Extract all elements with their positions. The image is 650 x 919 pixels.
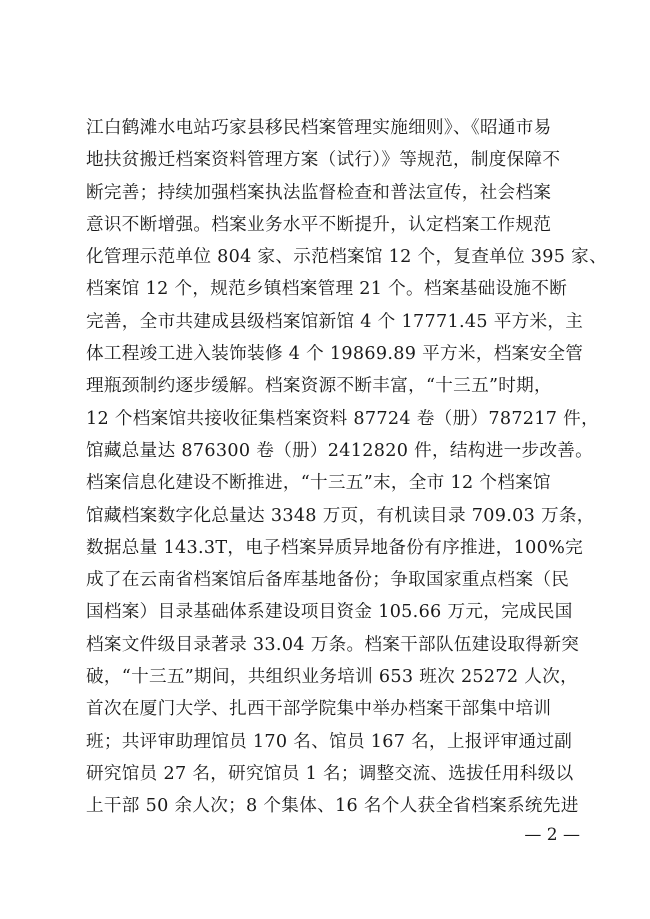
- text-line: 破，“十三五”期间，共组织业务培训 653 班次 25272 人次，: [86, 667, 578, 688]
- text-line: 研究馆员 27 名，研究馆员 1 名；调整交流、选拔任用科级以: [86, 763, 574, 784]
- text-line: 档案馆 12 个，规范乡镇档案管理 21 个。档案基础设施不断: [86, 279, 568, 300]
- text-line: 12 个档案馆共接收征集档案资料 87724 卷（册）787217 件，: [86, 408, 599, 429]
- text-line: 化管理示范单位 804 家、示范档案馆 12 个，复查单位 395 家、: [86, 247, 607, 268]
- page-number: — 2 —: [524, 825, 580, 845]
- text-line: 完善，全市共建成县级档案馆新馆 4 个 17771.45 平方米，主: [86, 311, 584, 332]
- text-line: 上干部 50 余人次；8 个集体、16 名个人获全省档案系统先进: [86, 796, 579, 817]
- text-line: 理瓶颈制约逐步缓解。档案资源不断丰富，“十三五”时期，: [86, 376, 552, 397]
- text-line: 班；共评审助理馆员 170 名、馆员 167 名，上报评审通过副: [86, 731, 573, 752]
- text-line: 断完善；持续加强档案执法监督检查和普法宣传，社会档案: [86, 182, 552, 203]
- text-line: 意识不断增强。档案业务水平不断提升，认定档案工作规范: [86, 214, 552, 235]
- text-line: 数据总量 143.3T，电子档案异质异地备份有序推进，100%完: [86, 537, 584, 558]
- text-line: 馆藏总量达 876300 卷（册）2412820 件，结构进一步改善。: [86, 440, 594, 461]
- body-text: [86, 112, 607, 823]
- text-line: 体工程竣工进入装饰装修 4 个 19869.89 平方米，档案安全管: [86, 344, 584, 365]
- text-line: 国档案）目录基础体系建设项目资金 105.66 万元，完成民国: [86, 602, 573, 623]
- text-line: 馆藏档案数字化总量达 3348 万页，有机读目录 709.03 万条，: [86, 505, 595, 526]
- text-line: 档案文件级目录著录 33.04 万条。档案干部队伍建设取得新突: [86, 634, 580, 655]
- text-line: 首次在厦门大学、扎西干部学院集中举办档案干部集中培训: [86, 699, 552, 720]
- text-line: 地扶贫搬迁档案资料管理方案（试行）》等规范，制度保障不: [86, 150, 561, 171]
- text-line: 档案信息化建设不断推进，“十三五”末，全市 12 个档案馆: [86, 473, 551, 494]
- text-line: 江白鹤滩水电站巧家县移民档案管理实施细则》、《昭通市易: [86, 118, 552, 138]
- text-line: 成了在云南省档案馆后备库基地备份；争取国家重点档案（民: [86, 570, 570, 591]
